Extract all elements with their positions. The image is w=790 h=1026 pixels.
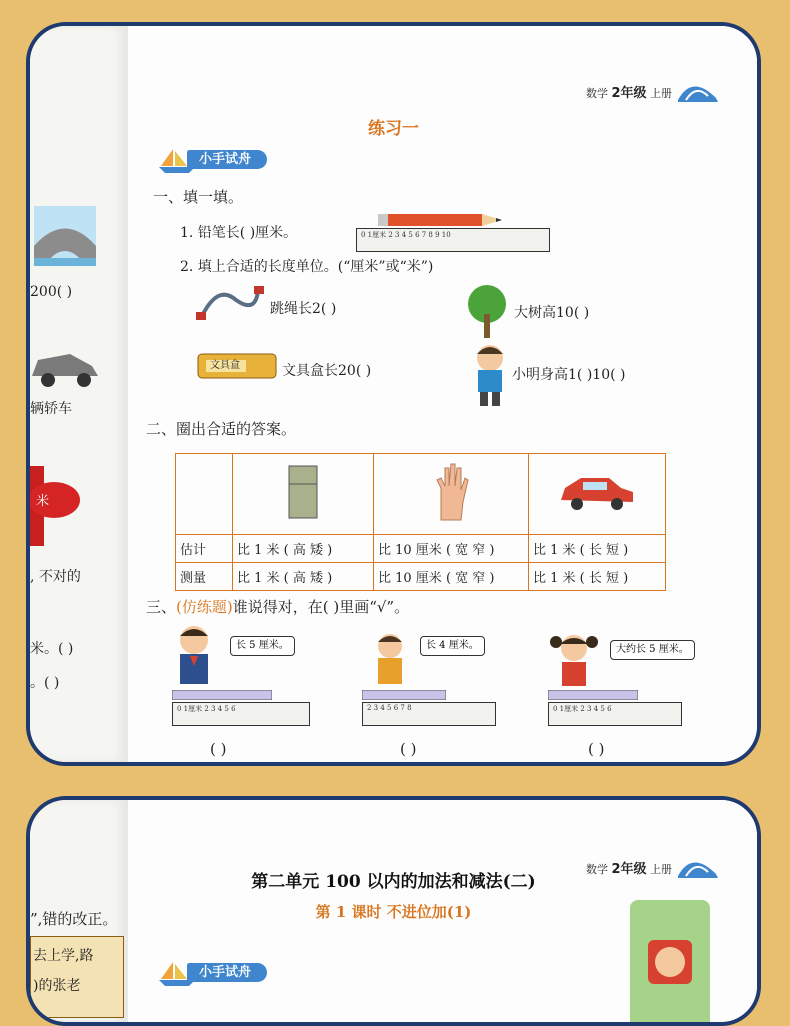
ruler-object-2 xyxy=(362,690,446,700)
ruler-object-3 xyxy=(548,690,638,700)
left-text-4: , 不对的 xyxy=(30,569,81,585)
workbook-page-1 xyxy=(26,22,761,766)
answer-paren-3[interactable]: ( ) xyxy=(588,740,605,758)
section1-heading: 一、填一填。 xyxy=(153,188,244,206)
left-text-6: 。( ) xyxy=(30,675,60,691)
car-cell xyxy=(529,454,666,535)
left2-text-1: ”,错的改正。 xyxy=(30,910,118,928)
measure-car[interactable]: 比 1 米 ( 长 短 ) xyxy=(529,563,666,591)
left2-text-2: 去上学,路 xyxy=(33,948,94,964)
kid-2-icon xyxy=(370,630,410,686)
header-grade: 2年级 xyxy=(611,86,647,101)
page2-header-grade: 2年级 xyxy=(611,862,647,877)
page-title: 练习一 xyxy=(368,119,419,139)
pencil-box-label: 文具盒 xyxy=(210,360,240,371)
boy-icon xyxy=(470,342,510,408)
tag-label: 小手试舟 xyxy=(187,150,267,169)
header-volume: 上册 xyxy=(650,87,673,100)
tree-icon xyxy=(466,284,508,338)
q2-text: 2. 填上合适的长度单位。(“厘米”或“米”) xyxy=(180,259,434,275)
left2-text-3: )的张老 xyxy=(33,978,81,994)
left-text-5: 米。( ) xyxy=(30,641,74,657)
car-icon xyxy=(30,346,100,390)
table-corner xyxy=(176,454,233,535)
unit-title: 第二单元 100 以内的加法和减法(二) xyxy=(251,872,536,892)
pencil-icon xyxy=(378,212,506,228)
measure-fridge[interactable]: 比 1 米 ( 高 矮 ) xyxy=(233,563,374,591)
left2-box xyxy=(30,936,124,1018)
estimate-car[interactable]: 比 1 米 ( 长 短 ) xyxy=(529,535,666,563)
section3-heading xyxy=(146,596,409,617)
left-text-3: 米 xyxy=(36,494,50,509)
page2-header-volume: 上册 xyxy=(650,863,673,876)
section2-heading: 二、圈出合适的答案。 xyxy=(146,420,297,438)
ruler-3 xyxy=(548,702,682,726)
answer-paren-1[interactable]: ( ) xyxy=(210,740,227,758)
workbook-page-2 xyxy=(26,796,761,1026)
fridge-cell xyxy=(233,454,374,535)
ruler-2 xyxy=(362,702,496,726)
answer-table xyxy=(175,453,666,591)
item-boy: 小明身高1( )10( ) xyxy=(512,367,626,383)
wave-icon xyxy=(678,78,718,102)
left-text-1: 200( ) xyxy=(30,284,73,300)
row-label-measure: 测量 xyxy=(176,563,233,591)
section3-tag: (仿练题) xyxy=(176,598,233,616)
tag-label-2: 小手试舟 xyxy=(187,963,267,982)
hand-icon xyxy=(433,462,469,522)
ruler-2-numbers: 2 3 4 5 6 7 8 xyxy=(367,704,412,712)
row-label-estimate: 估计 xyxy=(176,535,233,563)
ruler-1-numbers: 0 1厘米 2 3 4 5 6 xyxy=(177,705,236,713)
section-tag-2 xyxy=(157,960,275,986)
boy-face-icon xyxy=(648,940,692,984)
estimate-hand[interactable]: 比 10 厘米 ( 宽 窄 ) xyxy=(374,535,529,563)
item-rope: 跳绳长2( ) xyxy=(270,301,337,317)
bubble-1: 长 5 厘米。 xyxy=(230,636,295,656)
page2-header-subject: 数学 xyxy=(586,863,608,876)
jump-rope-icon xyxy=(196,284,266,324)
lesson-title: 第 1 课时 不进位加(1) xyxy=(315,903,472,921)
bridge-illustration xyxy=(34,206,96,266)
section3-prefix: 三、 xyxy=(146,598,177,616)
ruler-3-numbers: 0 1厘米 2 3 4 5 6 xyxy=(553,705,612,713)
page-header xyxy=(586,82,672,101)
header-subject: 数学 xyxy=(586,87,608,100)
estimate-fridge[interactable]: 比 1 米 ( 高 矮 ) xyxy=(233,535,374,563)
ruler-numbers: 0 1厘米 2 3 4 5 6 7 8 9 10 xyxy=(361,231,451,239)
kid-1-icon xyxy=(170,622,218,686)
ruler-pencil xyxy=(356,228,550,252)
measure-hand[interactable]: 比 10 厘米 ( 宽 窄 ) xyxy=(374,563,529,591)
ruler-object-1 xyxy=(172,690,272,700)
fridge-icon xyxy=(287,464,319,520)
hand-cell xyxy=(374,454,529,535)
kid-3-icon xyxy=(546,630,602,688)
answer-paren-2[interactable]: ( ) xyxy=(400,740,417,758)
left-text-2: 辆轿车 xyxy=(30,401,72,417)
section-tag xyxy=(157,147,275,173)
q1-text: 1. 铅笔长( )厘米。 xyxy=(180,225,298,241)
ruler-1 xyxy=(172,702,310,726)
bubble-2: 长 4 厘米。 xyxy=(420,636,485,656)
bubble-3: 大约长 5 厘米。 xyxy=(610,640,695,660)
item-pencil-box: 文具盒长20( ) xyxy=(282,363,372,379)
item-tree: 大树高10( ) xyxy=(514,305,590,321)
section3-rest: 谁说得对，在( )里画“√”。 xyxy=(232,598,410,616)
car-icon xyxy=(557,472,637,512)
